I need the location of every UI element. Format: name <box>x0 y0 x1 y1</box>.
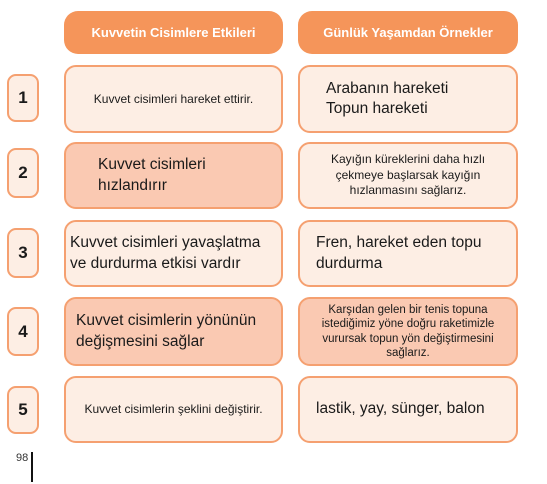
effect-cell-2 <box>64 142 283 209</box>
example-cell-5 <box>298 376 518 443</box>
column-header-examples: Günlük Yaşamdan Örnekler <box>298 11 518 54</box>
column-header-effects: Kuvvetin Cisimlere Etkileri <box>64 11 283 54</box>
row-number-4: 4 <box>7 307 39 356</box>
effect-text-4: Kuvvet cisimlerin yönünün değişmesini sağlar <box>76 312 257 350</box>
effect-cell-4 <box>64 297 283 366</box>
effect-text-2: Kuvvet cisimleri hızlandırır <box>98 156 206 194</box>
effect-cell-1 <box>64 65 283 133</box>
example-cell-2 <box>298 142 518 209</box>
row-number-3: 3 <box>7 228 39 278</box>
example-text-4: Karşıdan gelen bir tenis topuna istediğimiz yöne doğru raketimizle vurursak topun yön değiştirmesini sağlarız. <box>321 303 495 359</box>
page-margin-bar <box>31 452 33 482</box>
effect-cell-5 <box>64 376 283 443</box>
example-text-1: Arabanın hareketi Topun hareketi <box>326 79 449 117</box>
row-number-2: 2 <box>7 148 39 198</box>
effect-text-5: Kuvvet cisimlerin şeklini değiştirir. <box>84 402 263 417</box>
effect-text-3: Kuvvet cisimleri yavaşlatma ve durdurma etkisi vardır <box>70 234 261 272</box>
effect-text-1: Kuvvet cisimleri hareket ettirir. <box>93 91 254 106</box>
row-number-5: 5 <box>7 386 39 434</box>
effect-cell-3 <box>64 220 283 287</box>
example-cell-4 <box>298 297 518 366</box>
example-cell-3 <box>298 220 518 287</box>
row-number-1: 1 <box>7 74 39 122</box>
example-text-5: lastik, yay, sünger, balon <box>316 400 485 418</box>
example-text-2: Kayığın küreklerini daha hızlı çekmeye başlarsak kayığın hızlanmasını sağlarız. <box>330 152 486 198</box>
example-text-3: Fren, hareket eden topu durdurma <box>316 234 482 272</box>
example-cell-1 <box>298 65 518 133</box>
page-number: 98 <box>16 452 29 464</box>
